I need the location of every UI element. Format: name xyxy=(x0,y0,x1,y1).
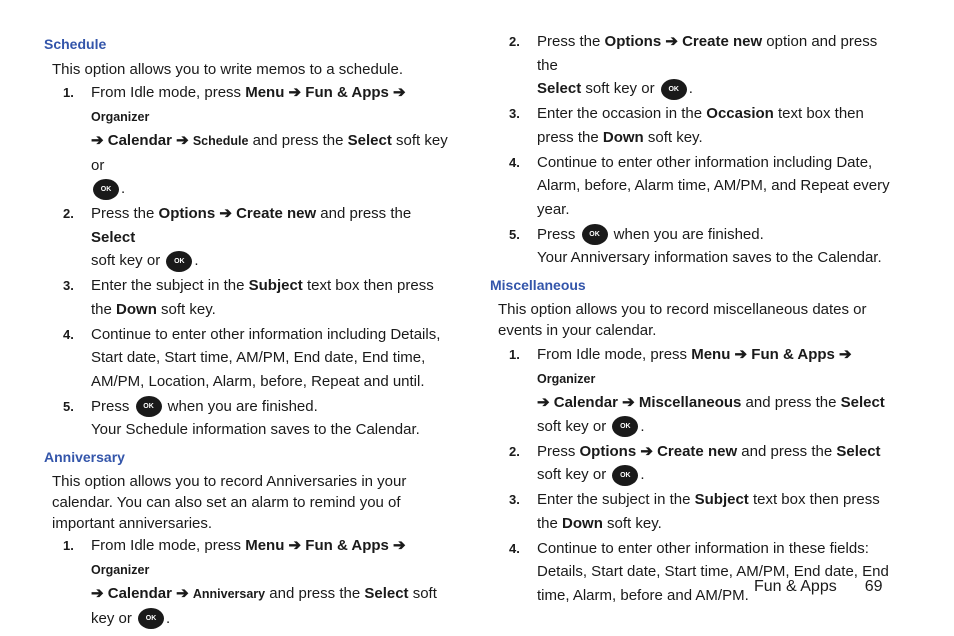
anniversary-heading: Anniversary xyxy=(44,449,125,465)
ok-key-icon: OK xyxy=(612,416,638,437)
list-item: 3. Enter the occasion in the Occasion text box then press the Down soft key. xyxy=(509,105,864,146)
ok-key-icon: OK xyxy=(166,251,192,272)
right-column xyxy=(490,30,900,609)
ok-key-icon: OK xyxy=(661,79,687,100)
list-item: 2. Press the Options ➔ Create new option and press the Select soft key or OK . xyxy=(490,30,900,101)
list-item: 4. Continue to enter other information in these fields: Details, Start date, Start time, AM/PM, End date, End time, Alarm, before and AM/PM. xyxy=(509,539,889,604)
list-item: 5. Press OK when you are finished. Your Anniversary information saves to the Calendar. xyxy=(509,225,882,266)
ok-key-icon: OK xyxy=(582,224,608,245)
miscellaneous-heading: Miscellaneous xyxy=(490,277,586,293)
schedule-heading: Schedule xyxy=(44,36,107,52)
list-item: 3. Enter the subject in the Subject text box then press the Down soft key. xyxy=(509,491,880,532)
list-item: 3. Enter the subject in the Subject text box then press the Down soft key. xyxy=(63,277,434,318)
list-item: 2. Press the Options ➔ Create new and press the Select soft key or OK . xyxy=(44,202,454,273)
list-item: 1. From Idle mode, press Menu ➔ Fun & Apps ➔ Organizer ➔ Calendar ➔ Schedule and press the Select soft key or OK . xyxy=(44,81,454,201)
list-item: 5. Press OK when you are finished. Your Schedule information saves to the Calendar. xyxy=(63,397,420,438)
left-column xyxy=(44,30,454,632)
miscellaneous-intro: This option allows you to record miscellaneous dates or events in your calendar. xyxy=(498,301,867,339)
anniversary-intro: This option allows you to record Anniversaries in your calendar. You can also set an alarm to remind you of important anniversaries. xyxy=(52,473,407,532)
miscellaneous-steps xyxy=(490,343,900,607)
list-item: 1. From Idle mode, press Menu ➔ Fun & Apps ➔ Organizer ➔ Calendar ➔ Anniversary and press the Select soft key or OK . xyxy=(44,534,454,630)
list-item: 4. Continue to enter other information including Details, Start date, Start time, AM/PM, End date, End time, AM/PM, Location, Alarm, before, Repeat and until. xyxy=(63,325,441,390)
ok-key-icon: OK xyxy=(138,608,164,629)
ok-key-icon: OK xyxy=(612,465,638,486)
schedule-steps xyxy=(44,81,454,442)
ok-key-icon: OK xyxy=(93,179,119,200)
page-footer xyxy=(754,578,883,596)
schedule-intro: This option allows you to write memos to a schedule. xyxy=(52,61,403,78)
list-item: 2. Press Options ➔ Create new and press the Select soft key or OK . xyxy=(490,440,900,487)
page-number: 69 xyxy=(864,578,883,595)
anniversary-steps xyxy=(44,534,454,630)
footer-section-title: Fun & Apps xyxy=(754,578,837,595)
list-item: 1. From Idle mode, press Menu ➔ Fun & Apps ➔ Organizer ➔ Calendar ➔ Miscellaneous and press the Select soft key or OK . xyxy=(490,343,900,438)
anniversary-steps-continued xyxy=(490,30,900,270)
list-item: 4. Continue to enter other information including Date, Alarm, before, Alarm time, AM/PM, and Repeat every year. xyxy=(509,153,890,218)
ok-key-icon: OK xyxy=(136,396,162,417)
